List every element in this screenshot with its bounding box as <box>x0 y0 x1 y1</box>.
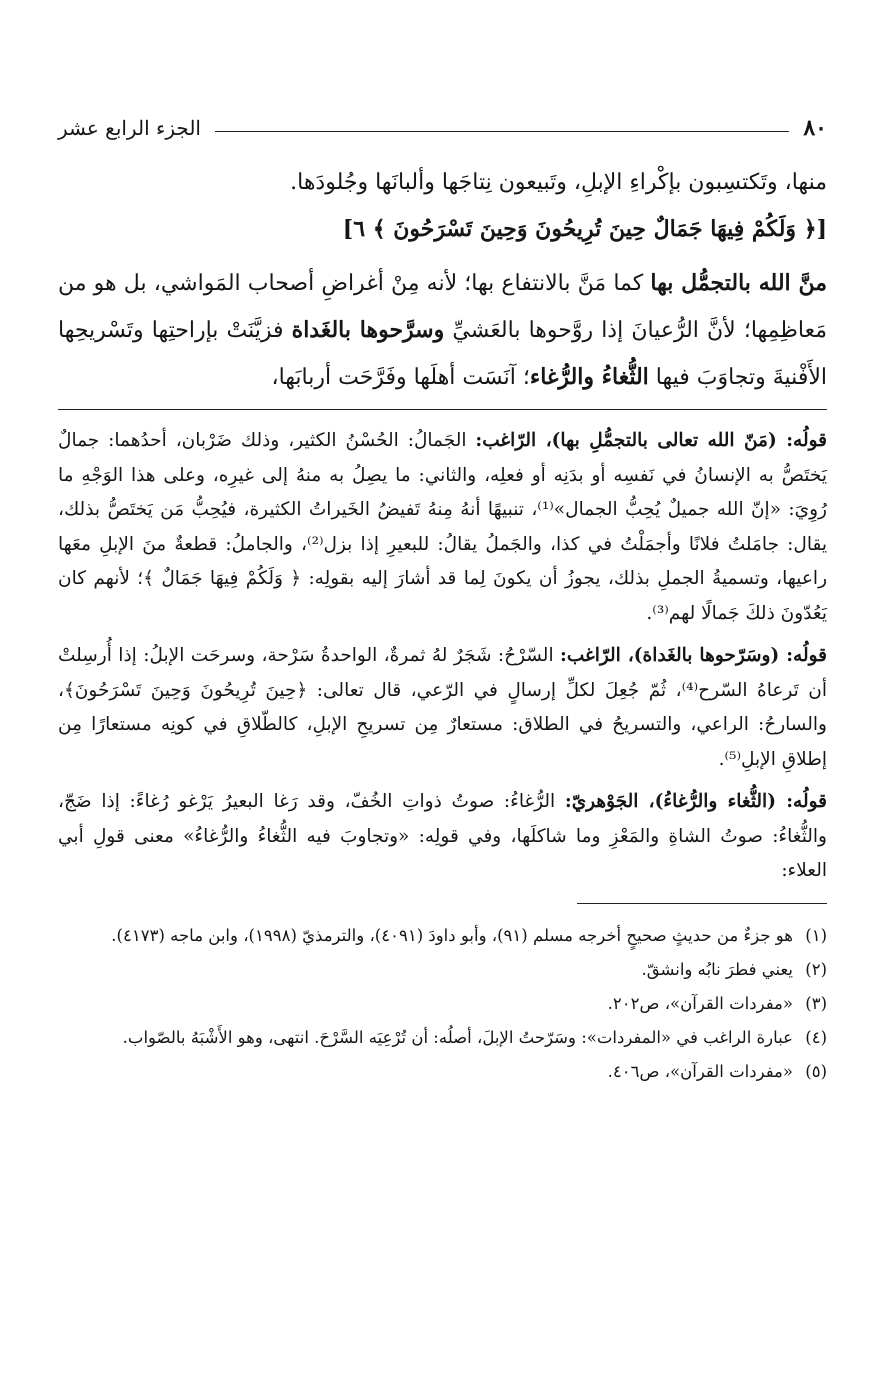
commentary-section <box>58 424 827 889</box>
footnote-text: يعني فطرَ نابُه وانشقّ. <box>641 959 793 979</box>
footnote-text: عبارة الراغب في «المفردات»: وسَرّحتُ الإبلَ، أصلُه: أن تُرْعِيَه السَّرْحَ. انتهى، وهو الأَشْبَهُ بالصّواب. <box>122 1027 793 1047</box>
commentary-paragraph-2 <box>58 639 827 777</box>
main-text-part-2: فزيَّنَتْ بإراحتِها وتَسْريحِها الأَفْنيةَ وتجاوَبَ فيها <box>58 318 827 390</box>
commentary-paragraph-3 <box>58 785 827 889</box>
main-bold-phrase-3: الثُّغاءُ والرُّغاء <box>529 364 649 390</box>
book-page <box>58 108 827 1356</box>
footnote-1 <box>58 920 827 952</box>
commentary-1-text: الجَمالُ: الحُسْنُ الكثير، وذلك ضَرْبان، أحدُهما: جمالٌ يَختَصُّ به الإنسانُ في نَفسِه أو بدَنِه أو فعلِه، والثاني: ما يصِلُ به منهُ إلى غيرِه، وعلى هذا الوَجْهِ ما رُوِيَ: «إنّ الله جميلٌ يُحِبُّ الجمال»⁽¹⁾، تنبيهًا أنهُ مِنهُ تَفيضُ الخَيراتُ الكثيرة، فيُحِبُّ مَن يَختَصُّ بذلك، يقال: جامَلتُ فلانًا وأجمَلْتُ في كذا، والجَملُ يقالُ: للبعيرِ إذا بزل⁽²⁾، والجاملُ: قطعةٌ منَ الإبلِ معَها راعيها، وتسميةُ الجملِ بذلك، يجوزُ أن يكونَ لِما قد أشارَ إليه بقولِه: ﴿ وَلَكُمْ فِيهَا جَمَالٌ ﴾؛ لأنهم كان يَعُدّونَ ذلكَ جَمالًا لهم⁽³⁾. <box>58 430 827 624</box>
commentary-3-lead: قولُه: (الثُّغاء والرُّغاءُ)، الجَوْهريّ: <box>564 791 827 812</box>
footnote-number: (٣) <box>805 993 827 1013</box>
main-paragraph <box>58 260 827 401</box>
footnote-number: (١) <box>805 925 827 945</box>
part-title: الجزء الرابع عشر <box>58 116 201 140</box>
header-rule <box>215 131 789 132</box>
footnote-number: (٤) <box>805 1027 827 1047</box>
main-text <box>58 160 827 401</box>
main-text-separator <box>58 409 827 410</box>
main-bold-phrase-2: وسرَّحوها بالغَداة <box>291 317 445 343</box>
footnote-3 <box>58 988 827 1020</box>
page-header <box>58 108 827 148</box>
footnote-number: (٥) <box>805 1061 827 1081</box>
quranic-verse: [﴿ وَلَكُمْ فِيهَا جَمَالٌ حِينَ تُرِيحُونَ وَحِينَ تَسْرَحُونَ ﴾ ٦] <box>342 216 827 242</box>
page-number: ٨٠ <box>803 115 827 141</box>
footnotes <box>58 920 827 1088</box>
footnote-4 <box>58 1022 827 1054</box>
continuation-line: منها، وتَكتسِبون بإكْراءِ الإبلِ، وتَبيعون نِتاجَها وألبانَها وجُلودَها. <box>290 170 827 195</box>
main-text-part-3: ؛ آنَسَت أهلَها وفَرَّحَت أربابَها، <box>271 365 530 390</box>
commentary-2-text: السّرْحُ: شَجَرٌ لهُ ثمرةٌ، الواحدةُ سَرْحة، وسرحَت الإبلُ: إذا أُرسِلتْ أن تَرعاهُ السّرح⁽⁴⁾، ثُمّ جُعِلَ لكلِّ إرسالٍ في الرّعي، قال تعالى: ﴿حِينَ تُرِيحُونَ وَحِينَ تَسْرَحُونَ﴾، والسارحُ: الراعي، والتسريحُ في الطلاق: مستعارٌ مِن تسريحِ الإبلِ، كالطّلاقِ في كونِه مستعارًا مِن إطلاقِ الإبلِ⁽⁵⁾. <box>58 645 827 770</box>
commentary-3-text: الرُّغاءُ: صوتُ ذواتِ الخُفّ، وقد رَغا البعيرُ يَرْغو رُغاءً: إذا ضَجّ، والثُّغاءُ: صوتُ الشاةِ والمَعْزِ وما شاكلَها، وفي قولِه: «وتجاوبَ فيه الثُّغاءُ والرُّغاءُ» معنى قولِ أبي العلاء: <box>58 791 827 881</box>
footnote-text: هو جزءٌ من حديثٍ صحيحٍ أخرجه مسلم (٩١)، وأبو داودَ (٤٠٩١)، والترمذيّ (١٩٩٨)، وابن ماجه (٤١٧٣). <box>111 925 793 945</box>
footnote-2 <box>58 954 827 986</box>
footnote-5 <box>58 1056 827 1088</box>
footnote-separator <box>577 903 827 904</box>
footnote-text: «مفردات القرآن»، ص٤٠٦. <box>607 1061 793 1081</box>
commentary-paragraph-1 <box>58 424 827 631</box>
footnote-number: (٢) <box>805 959 827 979</box>
main-bold-phrase-1: منَّ الله بالتجمُّل بها <box>650 270 827 296</box>
commentary-1-lead: قولُه: (مَنّ الله تعالى بالتجمُّلِ بها)، الرّاغب: <box>475 430 827 451</box>
commentary-2-lead: قولُه: (وسَرّحوها بالغَداة)، الرّاغب: <box>560 645 828 666</box>
main-text-part-1: كما مَنَّ بالانتفاع بها؛ لأنه مِنْ أغراضِ أصحاب المَواشي، بل هو من مَعاظِمِها؛ لأنَّ الرُّعيانَ إذا روَّحوها بالعَشيِّ <box>58 271 827 343</box>
footnote-text: «مفردات القرآن»، ص٢٠٢. <box>607 993 793 1013</box>
